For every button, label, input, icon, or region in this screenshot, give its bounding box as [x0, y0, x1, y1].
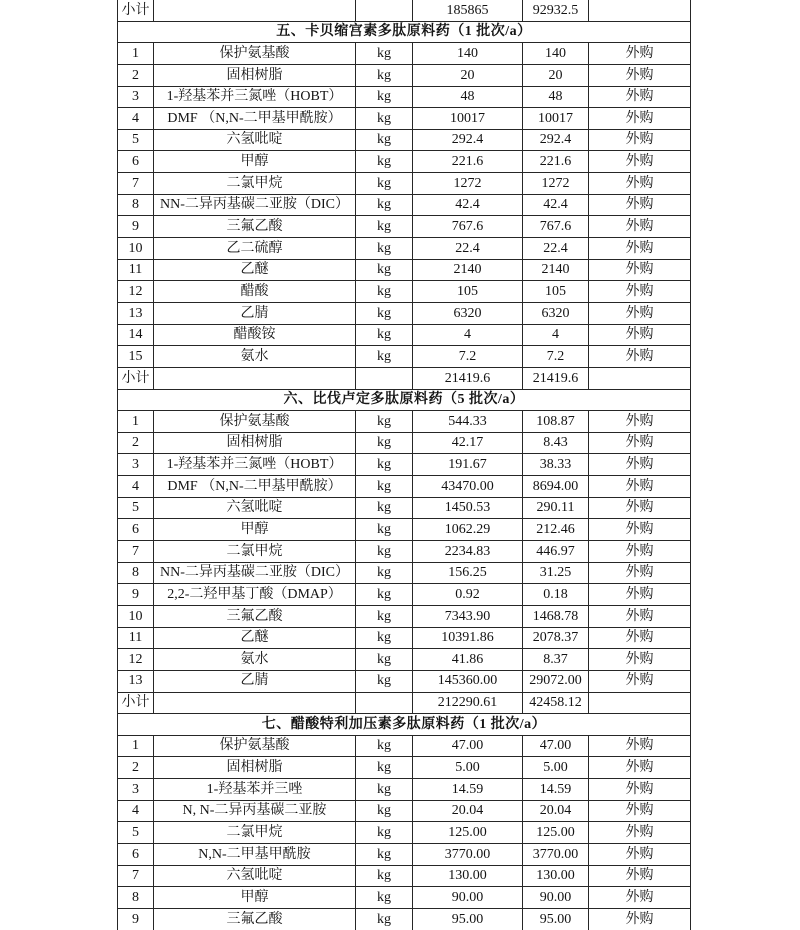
- cell-value1: 767.6: [413, 216, 523, 238]
- cell-value2: 125.00: [523, 822, 589, 844]
- cell-source: 外购: [589, 129, 691, 151]
- cell-name: 甲醇: [154, 887, 356, 909]
- table-row: [118, 800, 691, 822]
- cell-source: 外购: [589, 411, 691, 433]
- cell-source: 外购: [589, 476, 691, 498]
- cell-index: 2: [118, 64, 154, 86]
- cell-index: 10: [118, 605, 154, 627]
- cell-value2: 31.25: [523, 562, 589, 584]
- cell-source: 外购: [589, 562, 691, 584]
- cell-unit: kg: [356, 865, 413, 887]
- cell-index: 10: [118, 238, 154, 260]
- cell-name: 2,2-二羟甲基丁酸（DMAP）: [154, 584, 356, 606]
- cell-value2: 20: [523, 64, 589, 86]
- cell-value1: 14.59: [413, 779, 523, 801]
- cell-unit: kg: [356, 432, 413, 454]
- cell-source: 外购: [589, 865, 691, 887]
- cell-unit: kg: [356, 476, 413, 498]
- cell-value2: 47.00: [523, 735, 589, 757]
- cell-value2: 29072.00: [523, 670, 589, 692]
- cell-value1: 145360.00: [413, 670, 523, 692]
- subtotal-row: [118, 692, 691, 714]
- table-row: [118, 324, 691, 346]
- cell-unit: kg: [356, 649, 413, 671]
- table-row: [118, 454, 691, 476]
- cell-source: 外购: [589, 649, 691, 671]
- subtotal-row: [118, 0, 691, 21]
- table-row: [118, 108, 691, 130]
- cell-value2: 446.97: [523, 541, 589, 563]
- cell-name: NN-二异丙基碳二亚胺（DIC）: [154, 194, 356, 216]
- cell-index: 3: [118, 454, 154, 476]
- cell-name: [154, 692, 356, 714]
- cell-index: 8: [118, 887, 154, 909]
- cell-index: 7: [118, 173, 154, 195]
- cell-unit: kg: [356, 800, 413, 822]
- cell-name: 三氟乙酸: [154, 605, 356, 627]
- cell-name: NN-二异丙基碳二亚胺（DIC）: [154, 562, 356, 584]
- table-row: [118, 605, 691, 627]
- section-header-row: [118, 21, 691, 43]
- cell-name: 氨水: [154, 346, 356, 368]
- cell-value1: 22.4: [413, 238, 523, 260]
- table-row: [118, 627, 691, 649]
- cell-source: [589, 0, 691, 21]
- cell-value2: 105: [523, 281, 589, 303]
- cell-name: N, N-二异丙基碳二亚胺: [154, 800, 356, 822]
- table-row: [118, 259, 691, 281]
- cell-index: 2: [118, 757, 154, 779]
- cell-value2: 292.4: [523, 129, 589, 151]
- section-title: 七、醋酸特利加压素多肽原料药（1 批次/a）: [118, 714, 691, 736]
- cell-index: 9: [118, 216, 154, 238]
- section-header-row: [118, 389, 691, 411]
- cell-source: 外购: [589, 541, 691, 563]
- cell-value1: 1062.29: [413, 519, 523, 541]
- cell-source: 外购: [589, 454, 691, 476]
- subtotal-row: [118, 367, 691, 389]
- cell-index: 4: [118, 108, 154, 130]
- cell-value1: 7343.90: [413, 605, 523, 627]
- cell-name: 保护氨基酸: [154, 43, 356, 65]
- cell-value1: 42.17: [413, 432, 523, 454]
- table-row: [118, 129, 691, 151]
- cell-source: 外购: [589, 779, 691, 801]
- cell-value2: 6320: [523, 302, 589, 324]
- cell-value2: 10017: [523, 108, 589, 130]
- cell-index: 15: [118, 346, 154, 368]
- cell-name: DMF （N,N-二甲基甲酰胺）: [154, 108, 356, 130]
- table-row: [118, 43, 691, 65]
- cell-unit: kg: [356, 670, 413, 692]
- cell-value2: 3770.00: [523, 843, 589, 865]
- cell-value2: 1468.78: [523, 605, 589, 627]
- cell-index: 8: [118, 194, 154, 216]
- cell-name: 乙二硫醇: [154, 238, 356, 260]
- cell-value2: 20.04: [523, 800, 589, 822]
- cell-unit: kg: [356, 281, 413, 303]
- cell-value1: 90.00: [413, 887, 523, 909]
- cell-value1: 6320: [413, 302, 523, 324]
- cell-value1: 544.33: [413, 411, 523, 433]
- cell-unit: kg: [356, 346, 413, 368]
- cell-value2: 42458.12: [523, 692, 589, 714]
- table-row: [118, 865, 691, 887]
- cell-value2: 2078.37: [523, 627, 589, 649]
- cell-name: N,N-二甲基甲酰胺: [154, 843, 356, 865]
- cell-name: 保护氨基酸: [154, 411, 356, 433]
- cell-value2: 140: [523, 43, 589, 65]
- cell-value2: 42.4: [523, 194, 589, 216]
- cell-value2: 92932.5: [523, 0, 589, 21]
- cell-source: 外购: [589, 346, 691, 368]
- cell-value1: 95.00: [413, 908, 523, 930]
- table-row: [118, 757, 691, 779]
- cell-value1: 2234.83: [413, 541, 523, 563]
- cell-value1: 212290.61: [413, 692, 523, 714]
- cell-value2: 90.00: [523, 887, 589, 909]
- table-row: [118, 281, 691, 303]
- cell-name: 三氟乙酸: [154, 908, 356, 930]
- section-title: 六、比伐卢定多肽原料药（5 批次/a）: [118, 389, 691, 411]
- cell-name: 固相树脂: [154, 757, 356, 779]
- cell-unit: kg: [356, 454, 413, 476]
- cell-index: 3: [118, 86, 154, 108]
- table-row: [118, 562, 691, 584]
- cell-value2: 38.33: [523, 454, 589, 476]
- section-title: 五、卡贝缩宫素多肽原料药（1 批次/a）: [118, 21, 691, 43]
- cell-unit: kg: [356, 108, 413, 130]
- cell-index: 8: [118, 562, 154, 584]
- subtotal-label: 小计: [118, 367, 154, 389]
- cell-name: 甲醇: [154, 151, 356, 173]
- cell-index: 3: [118, 779, 154, 801]
- cell-index: 4: [118, 476, 154, 498]
- cell-unit: kg: [356, 259, 413, 281]
- cell-value1: 221.6: [413, 151, 523, 173]
- cell-index: 13: [118, 670, 154, 692]
- cell-value2: 5.00: [523, 757, 589, 779]
- cell-value2: 8.43: [523, 432, 589, 454]
- cell-value1: 10017: [413, 108, 523, 130]
- cell-unit: kg: [356, 519, 413, 541]
- cell-value1: 0.92: [413, 584, 523, 606]
- cell-value1: 42.4: [413, 194, 523, 216]
- cell-source: 外购: [589, 735, 691, 757]
- cell-index: 1: [118, 735, 154, 757]
- cell-unit: kg: [356, 497, 413, 519]
- cell-name: 醋酸: [154, 281, 356, 303]
- cell-source: 外购: [589, 843, 691, 865]
- cell-name: 乙醚: [154, 627, 356, 649]
- cell-unit: kg: [356, 151, 413, 173]
- cell-value1: 140: [413, 43, 523, 65]
- cell-source: 外购: [589, 64, 691, 86]
- cell-unit: [356, 0, 413, 21]
- cell-unit: kg: [356, 541, 413, 563]
- cell-name: 1-羟基苯并三氮唑（HOBT）: [154, 454, 356, 476]
- cell-name: [154, 0, 356, 21]
- cell-value1: 156.25: [413, 562, 523, 584]
- cell-name: 1-羟基苯并三氮唑（HOBT）: [154, 86, 356, 108]
- cell-index: 1: [118, 43, 154, 65]
- cell-unit: kg: [356, 627, 413, 649]
- cell-index: 12: [118, 649, 154, 671]
- cell-source: 外购: [589, 302, 691, 324]
- table-row: [118, 173, 691, 195]
- cell-source: 外购: [589, 497, 691, 519]
- table-row: [118, 194, 691, 216]
- table-row: [118, 735, 691, 757]
- cell-source: 外购: [589, 43, 691, 65]
- cell-unit: [356, 367, 413, 389]
- cell-unit: kg: [356, 129, 413, 151]
- cell-index: 12: [118, 281, 154, 303]
- cell-unit: kg: [356, 64, 413, 86]
- cell-name: 二氯甲烷: [154, 822, 356, 844]
- cell-source: 外购: [589, 584, 691, 606]
- cell-value2: 2140: [523, 259, 589, 281]
- cell-source: 外购: [589, 432, 691, 454]
- cell-index: 6: [118, 151, 154, 173]
- cell-value2: 767.6: [523, 216, 589, 238]
- cell-value1: 125.00: [413, 822, 523, 844]
- table-row: [118, 238, 691, 260]
- cell-unit: kg: [356, 324, 413, 346]
- cell-value1: 20: [413, 64, 523, 86]
- cell-unit: kg: [356, 779, 413, 801]
- table-row: [118, 411, 691, 433]
- cell-name: 二氯甲烷: [154, 173, 356, 195]
- cell-index: 7: [118, 541, 154, 563]
- cell-name: 固相树脂: [154, 64, 356, 86]
- cell-unit: kg: [356, 887, 413, 909]
- table-row: [118, 216, 691, 238]
- cell-source: 外购: [589, 86, 691, 108]
- table-row: [118, 649, 691, 671]
- cell-unit: kg: [356, 194, 413, 216]
- cell-index: 2: [118, 432, 154, 454]
- cell-source: 外购: [589, 151, 691, 173]
- cell-value1: 48: [413, 86, 523, 108]
- cell-name: 六氢吡啶: [154, 129, 356, 151]
- cell-value2: 1272: [523, 173, 589, 195]
- cell-source: [589, 692, 691, 714]
- cell-value1: 41.86: [413, 649, 523, 671]
- cell-value1: 10391.86: [413, 627, 523, 649]
- cell-value2: 0.18: [523, 584, 589, 606]
- cell-value2: 290.11: [523, 497, 589, 519]
- cell-unit: kg: [356, 411, 413, 433]
- cell-value2: 22.4: [523, 238, 589, 260]
- cell-value2: 108.87: [523, 411, 589, 433]
- cell-name: 乙腈: [154, 302, 356, 324]
- table-row: [118, 843, 691, 865]
- cell-unit: kg: [356, 757, 413, 779]
- cell-value1: 191.67: [413, 454, 523, 476]
- cell-name: 1-羟基苯并三唑: [154, 779, 356, 801]
- table-row: [118, 476, 691, 498]
- cell-source: [589, 367, 691, 389]
- cell-index: 14: [118, 324, 154, 346]
- cell-source: 外购: [589, 757, 691, 779]
- cell-value2: 221.6: [523, 151, 589, 173]
- cell-source: 外购: [589, 108, 691, 130]
- cell-unit: kg: [356, 86, 413, 108]
- cell-name: 固相树脂: [154, 432, 356, 454]
- table-row: [118, 302, 691, 324]
- cell-name: 二氯甲烷: [154, 541, 356, 563]
- cell-unit: [356, 692, 413, 714]
- table-row: [118, 64, 691, 86]
- cell-source: 外购: [589, 605, 691, 627]
- cell-index: 9: [118, 908, 154, 930]
- table-row: [118, 497, 691, 519]
- table-row: [118, 346, 691, 368]
- cell-source: 外购: [589, 281, 691, 303]
- table-row: [118, 822, 691, 844]
- cell-value1: 130.00: [413, 865, 523, 887]
- cell-value1: 5.00: [413, 757, 523, 779]
- cell-source: 外购: [589, 216, 691, 238]
- subtotal-label: 小计: [118, 692, 154, 714]
- cell-unit: kg: [356, 584, 413, 606]
- table-row: [118, 887, 691, 909]
- subtotal-label: 小计: [118, 0, 154, 21]
- cell-source: 外购: [589, 627, 691, 649]
- cell-value1: 43470.00: [413, 476, 523, 498]
- cell-name: DMF （N,N-二甲基甲酰胺）: [154, 476, 356, 498]
- cell-index: 13: [118, 302, 154, 324]
- table-row: [118, 519, 691, 541]
- cell-name: 三氟乙酸: [154, 216, 356, 238]
- cell-value2: 48: [523, 86, 589, 108]
- cell-source: 外购: [589, 238, 691, 260]
- cell-value1: 2140: [413, 259, 523, 281]
- cell-unit: kg: [356, 605, 413, 627]
- cell-value2: 95.00: [523, 908, 589, 930]
- materials-table-body: [118, 0, 691, 930]
- cell-value2: 130.00: [523, 865, 589, 887]
- table-row: [118, 151, 691, 173]
- cell-source: 外购: [589, 173, 691, 195]
- table-row: [118, 670, 691, 692]
- cell-source: 外购: [589, 324, 691, 346]
- cell-name: 保护氨基酸: [154, 735, 356, 757]
- cell-value1: 3770.00: [413, 843, 523, 865]
- cell-value2: 8.37: [523, 649, 589, 671]
- cell-index: 11: [118, 627, 154, 649]
- cell-source: 外购: [589, 519, 691, 541]
- cell-index: 4: [118, 800, 154, 822]
- cell-value1: 47.00: [413, 735, 523, 757]
- cell-value2: 4: [523, 324, 589, 346]
- cell-unit: kg: [356, 908, 413, 930]
- cell-source: 外购: [589, 822, 691, 844]
- cell-value2: 8694.00: [523, 476, 589, 498]
- cell-source: 外购: [589, 800, 691, 822]
- cell-value2: 21419.6: [523, 367, 589, 389]
- cell-value1: 7.2: [413, 346, 523, 368]
- cell-value1: 21419.6: [413, 367, 523, 389]
- cell-source: 外购: [589, 259, 691, 281]
- cell-source: 外购: [589, 670, 691, 692]
- cell-index: 7: [118, 865, 154, 887]
- cell-index: 6: [118, 843, 154, 865]
- cell-name: 醋酸铵: [154, 324, 356, 346]
- table-row: [118, 584, 691, 606]
- table-row: [118, 86, 691, 108]
- cell-index: 11: [118, 259, 154, 281]
- cell-unit: kg: [356, 843, 413, 865]
- cell-name: 乙醚: [154, 259, 356, 281]
- cell-value1: 20.04: [413, 800, 523, 822]
- cell-value2: 14.59: [523, 779, 589, 801]
- cell-unit: kg: [356, 822, 413, 844]
- cell-unit: kg: [356, 735, 413, 757]
- cell-index: 5: [118, 497, 154, 519]
- cell-name: [154, 367, 356, 389]
- cell-index: 1: [118, 411, 154, 433]
- cell-index: 6: [118, 519, 154, 541]
- cell-index: 9: [118, 584, 154, 606]
- cell-name: 六氢吡啶: [154, 865, 356, 887]
- table-row: [118, 541, 691, 563]
- cell-value2: 7.2: [523, 346, 589, 368]
- cell-value1: 185865: [413, 0, 523, 21]
- cell-index: 5: [118, 822, 154, 844]
- cell-source: 外购: [589, 194, 691, 216]
- cell-unit: kg: [356, 302, 413, 324]
- cell-value1: 4: [413, 324, 523, 346]
- cell-name: 乙腈: [154, 670, 356, 692]
- materials-table: [117, 0, 691, 930]
- cell-value1: 1450.53: [413, 497, 523, 519]
- cell-source: 外购: [589, 887, 691, 909]
- cell-unit: kg: [356, 238, 413, 260]
- cell-unit: kg: [356, 216, 413, 238]
- table-row: [118, 432, 691, 454]
- cell-name: 六氢吡啶: [154, 497, 356, 519]
- cell-source: 外购: [589, 908, 691, 930]
- cell-unit: kg: [356, 562, 413, 584]
- table-row: [118, 908, 691, 930]
- cell-unit: kg: [356, 173, 413, 195]
- cell-value2: 212.46: [523, 519, 589, 541]
- cell-name: 氨水: [154, 649, 356, 671]
- cell-value1: 1272: [413, 173, 523, 195]
- cell-name: 甲醇: [154, 519, 356, 541]
- section-header-row: [118, 714, 691, 736]
- cell-unit: kg: [356, 43, 413, 65]
- cell-index: 5: [118, 129, 154, 151]
- cell-value1: 105: [413, 281, 523, 303]
- table-row: [118, 779, 691, 801]
- cell-value1: 292.4: [413, 129, 523, 151]
